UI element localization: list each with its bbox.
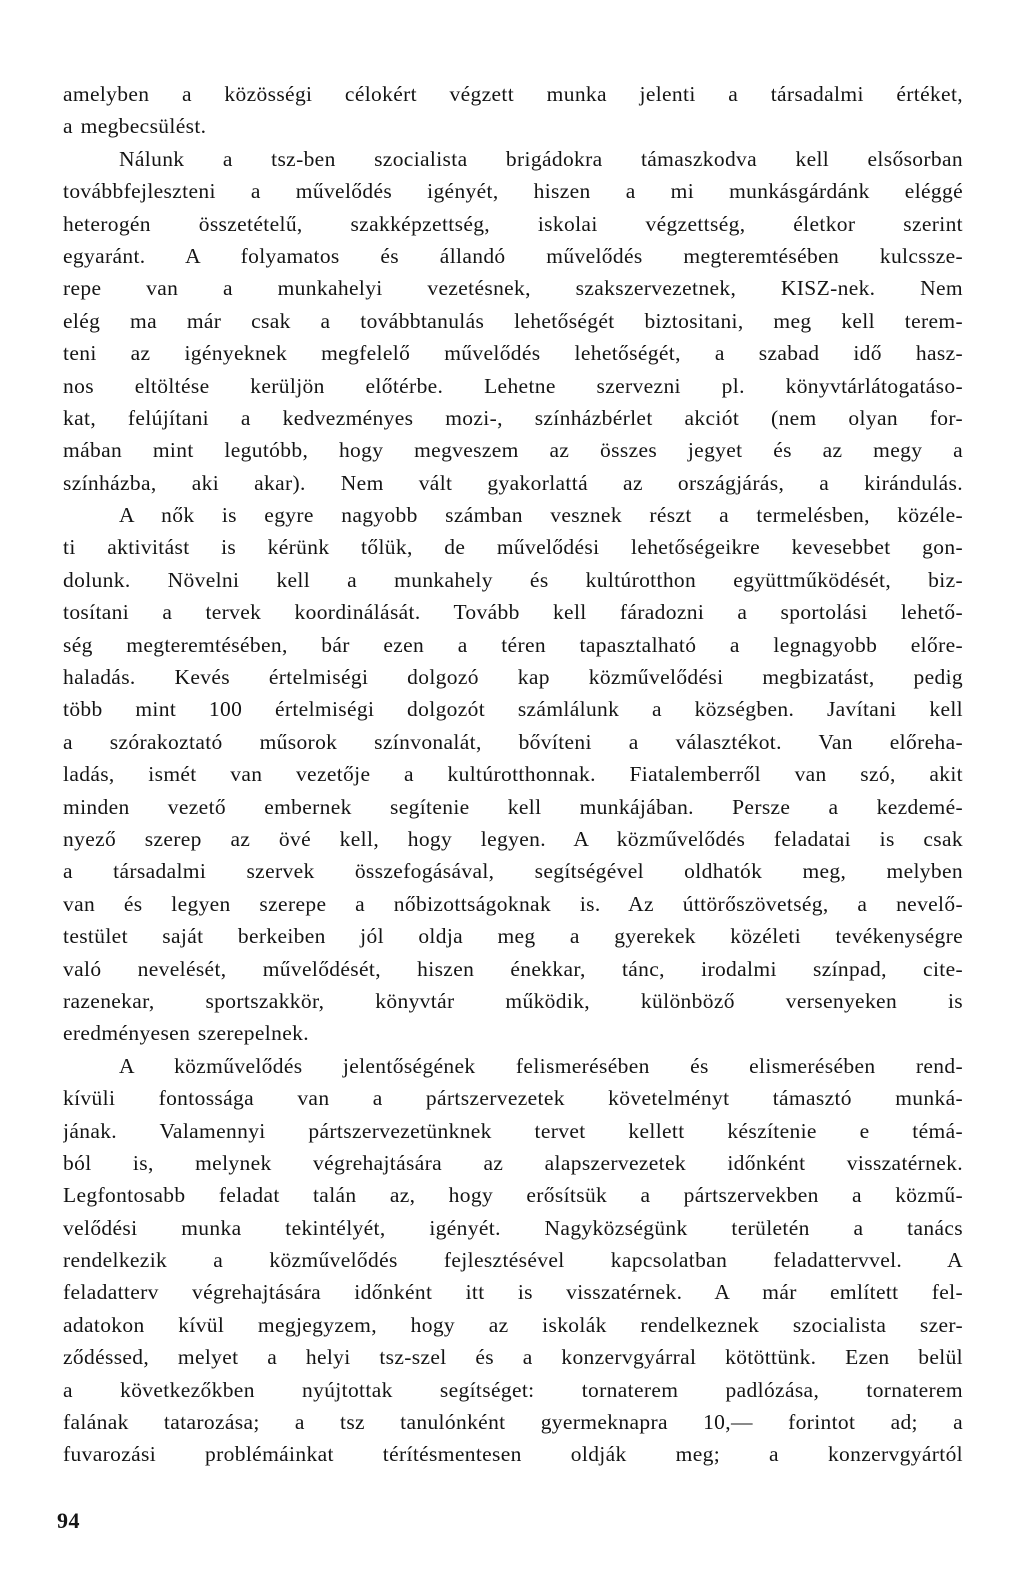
text-line: ződéssed, melyet a helyi tsz-szel és a konzervgyárral kötöttünk. Ezen belül xyxy=(63,1345,963,1370)
page-number: 94 xyxy=(57,1508,80,1533)
text-line: színházba, aki akar). Nem vált gyakorlattá az országjárás, a kirándulás. xyxy=(63,470,963,495)
text-line: kívüli fontossága van a pártszervezetek követelményt támasztó munká- xyxy=(63,1086,963,1111)
text-line: fuvarozási problémáinkat térítésmentesen oldják meg; a konzervgyártól xyxy=(63,1442,963,1467)
text-line: A nők is egyre nagyobb számban vesznek részt a termelésben, közéle- xyxy=(119,503,963,528)
text-line: velődési munka tekintélyét, igényét. Nagyközségünk területén a tanács xyxy=(63,1215,963,1240)
text-line: kat, felújítani a kedvezményes mozi-, színházbérlet akciót (nem olyan for- xyxy=(63,405,963,430)
text-line: mában mint legutóbb, hogy megveszem az összes jegyet és az megy a xyxy=(63,438,963,463)
text-line: minden vezető embernek segítenie kell munkájában. Persze a kezdemé- xyxy=(63,794,963,819)
text-line: van és legyen szerepe a nőbizottságoknak is. Az úttörőszövetség, a nevelő- xyxy=(63,891,963,916)
text-line: jának. Valamennyi pártszervezetünknek tervet kellett készítenie e témá- xyxy=(63,1118,963,1143)
text-line: továbbfejleszteni a művelődés igényét, hiszen a mi munkásgárdánk eléggé xyxy=(63,179,963,204)
text-line: ség megteremtésében, bár ezen a téren tapasztalható a legnagyobb előre- xyxy=(63,632,963,657)
text-line: razenekar, sportszakkör, könyvtár működik, különböző versenyeken is xyxy=(63,988,963,1013)
text-line: a következőkben nyújtottak segítséget: tornaterem padlózása, tornaterem xyxy=(63,1377,963,1402)
text-line: ti aktivitást is kérünk tőlük, de művelődési lehetőségeikre kevesebbet gon- xyxy=(63,535,963,560)
text-line: nos eltöltése kerüljön előtérbe. Lehetne szervezni pl. könyvtárlátogatáso- xyxy=(63,373,963,398)
text-line: való nevelését, művelődését, hiszen énekkar, tánc, irodalmi színpad, cite- xyxy=(63,956,963,981)
text-line: feladatterv végrehajtására időnként itt is visszatérnek. A már említett fel- xyxy=(63,1280,963,1305)
body-text xyxy=(63,78,963,1471)
text-line: elég ma már csak a továbbtanulás lehetőségét biztositani, meg kell terem- xyxy=(63,308,963,333)
text-line: haladás. Kevés értelmiségi dolgozó kap közművelődési megbizatást, pedig xyxy=(63,665,963,690)
text-line: több mint 100 értelmiségi dolgozót számlálunk a községben. Javítani kell xyxy=(63,697,963,722)
text-line: dolunk. Növelni kell a munkahely és kultúrotthon együttműködését, biz- xyxy=(63,567,963,592)
text-line: ladás, ismét van vezetője a kultúrotthonnak. Fiatalemberről van szó, akit xyxy=(63,762,963,787)
text-line: Nálunk a tsz-ben szocialista brigádokra támaszkodva kell elsősorban xyxy=(119,146,963,171)
text-line: Legfontosabb feladat talán az, hogy erősítsük a pártszervekben a közmű- xyxy=(63,1183,963,1208)
text-line: A közművelődés jelentőségének felismerésében és elismerésében rend- xyxy=(119,1053,963,1078)
text-line: a társadalmi szervek összefogásával, segítségével oldhatók meg, melyben xyxy=(63,859,963,884)
text-line: testület saját berkeiben jól oldja meg a gyerekek közéleti tevékenységre xyxy=(63,924,963,949)
text-line: amelyben a közösségi célokért végzett munka jelenti a társadalmi értéket, xyxy=(63,82,963,106)
text-line: adatokon kívül megjegyzem, hogy az iskolák rendelkeznek szocialista szer- xyxy=(63,1312,963,1337)
text-line: eredményesen szerepelnek. xyxy=(63,1021,309,1046)
text-line: repe van a munkahelyi vezetésnek, szakszervezetnek, KISZ-nek. Nem xyxy=(63,276,963,301)
text-line: teni az igényeknek megfelelő művelődés lehetőségét, a szabad idő hasz- xyxy=(63,341,963,366)
text-line: heterogén összetételű, szakképzettség, iskolai végzettség, életkor szerint xyxy=(63,211,963,236)
text-line: a megbecsülést. xyxy=(63,114,207,139)
text-line: ból is, melynek végrehajtására az alapszervezetek időnként visszatérnek. xyxy=(63,1150,963,1175)
text-line: a szórakoztató műsorok színvonalát, bővíteni a választékot. Van előreha- xyxy=(63,729,963,754)
text-line: falának tatarozása; a tsz tanulónként gyermeknapra 10,— forintot ad; a xyxy=(63,1410,963,1435)
text-line: egyaránt. A folyamatos és állandó művelődés megteremtésében kulcssze- xyxy=(63,243,963,268)
text-line: nyező szerep az övé kell, hogy legyen. A közművelődés feladatai is csak xyxy=(63,826,963,851)
text-line: rendelkezik a közművelődés fejlesztésével kapcsolatban feladattervvel. A xyxy=(63,1248,963,1273)
text-line: tosítani a tervek koordinálását. Tovább kell fáradozni a sportolási lehető- xyxy=(63,600,963,625)
